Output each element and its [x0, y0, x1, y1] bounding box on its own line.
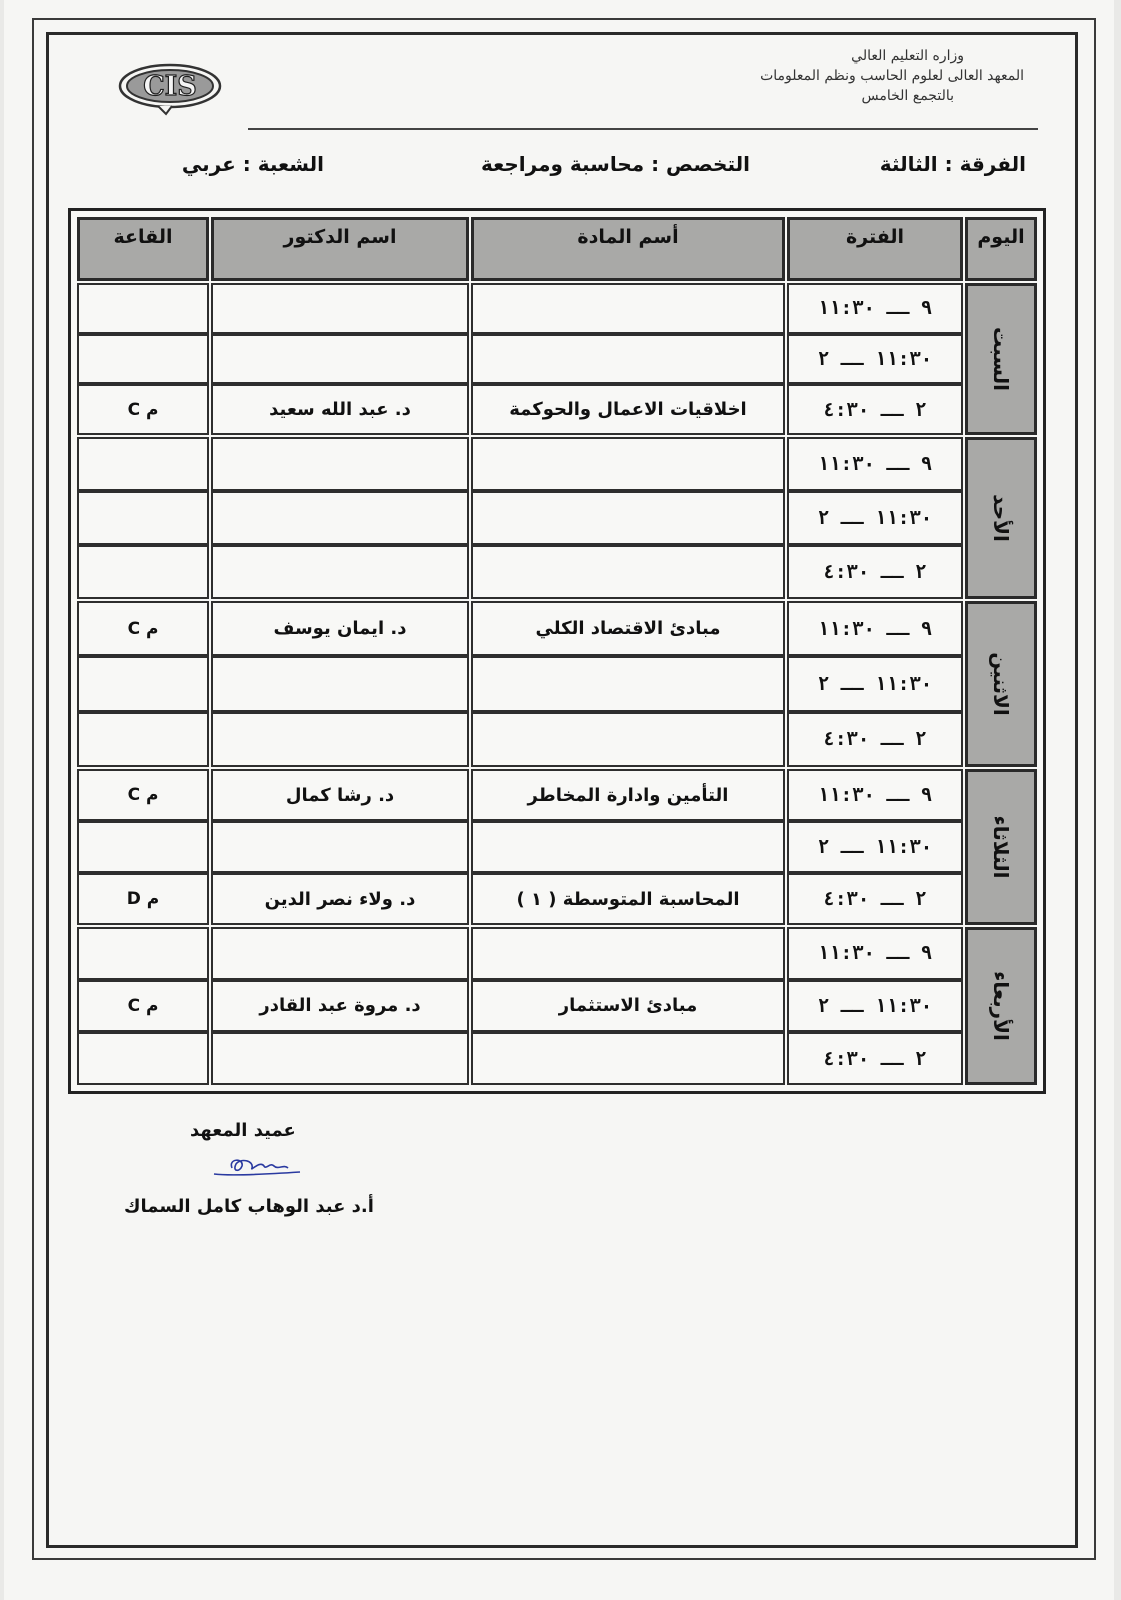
period-cell: [787, 821, 963, 873]
room-text: [79, 439, 207, 489]
subject-cell: [471, 283, 785, 334]
period-text: ٢ ــ ٤:٣٠: [823, 1047, 927, 1070]
header-room: القاعة: [77, 217, 209, 281]
period-cell: [787, 873, 963, 925]
period-cell: [787, 769, 963, 821]
room-cell: [77, 283, 209, 334]
doctor-text: [213, 493, 467, 543]
period-cell: [787, 656, 963, 711]
doctor-text: د. رشا كمال: [285, 784, 395, 806]
doctor-cell: [211, 384, 469, 435]
day-cell-3: [965, 769, 1037, 925]
period-text: ١١:٣٠ ــ ٢: [817, 347, 933, 370]
room-cell: [77, 545, 209, 599]
header-doctor: اسم الدكتور: [211, 217, 469, 281]
subject-cell: [471, 384, 785, 435]
room-text: [79, 823, 207, 871]
period-text: ١١:٣٠ ــ ٢: [817, 507, 933, 529]
room-text: [79, 285, 207, 332]
day-cell-1: [965, 437, 1037, 599]
specialization-label: التخصص : محاسبة ومراجعة: [480, 152, 750, 176]
room-cell: [77, 821, 209, 873]
doctor-cell: [211, 545, 469, 599]
room-cell: [77, 873, 209, 925]
doctor-cell: [211, 1032, 469, 1085]
day-cell-2: [965, 601, 1037, 767]
room-cell: [77, 491, 209, 545]
doctor-text: د. مروة عبد القادر: [259, 995, 421, 1017]
day-name: الأحد: [989, 494, 1013, 542]
room-cell: [77, 927, 209, 980]
room-text: م D: [126, 889, 160, 909]
subject-cell: [471, 545, 785, 599]
subject-cell: [471, 821, 785, 873]
room-text: [79, 929, 207, 978]
day-name: الاثنين: [989, 652, 1013, 716]
subject-text: [473, 714, 783, 765]
institute-name: المعهد العالى لعلوم الحاسب ونظم المعلومات: [760, 68, 1024, 84]
subject-text: [473, 439, 783, 489]
institution-header: [664, 46, 1024, 106]
dean-title: عميد المعهد: [190, 1120, 296, 1141]
day-name: السبت: [989, 326, 1013, 392]
doctor-cell: [211, 769, 469, 821]
room-text: [79, 547, 207, 597]
doctor-cell: [211, 927, 469, 980]
subject-cell: [471, 712, 785, 767]
dean-name: أ.د عبد الوهاب كامل السماك: [124, 1196, 374, 1217]
doctor-text: د. ايمان يوسف: [273, 618, 407, 640]
period-text: ٩ ــ ١١:٣٠: [817, 617, 933, 640]
period-cell: [787, 545, 963, 599]
institute-location: بالتجمع الخامس: [861, 88, 954, 104]
period-text: ١١:٣٠ ــ ٢: [817, 672, 933, 695]
subject-cell: [471, 656, 785, 711]
subject-text: [473, 336, 783, 383]
subject-cell: [471, 334, 785, 385]
period-text: ١١:٣٠ ــ ٢: [817, 836, 933, 858]
room-cell: [77, 1032, 209, 1085]
section-label: الشعبة : عربي: [181, 152, 324, 176]
period-cell: [787, 283, 963, 334]
doctor-cell: [211, 821, 469, 873]
day-cell-4: [965, 927, 1037, 1085]
subject-text: [473, 823, 783, 871]
subject-cell: [471, 980, 785, 1033]
doctor-text: [213, 714, 467, 765]
room-text: [79, 336, 207, 383]
doctor-cell: [211, 491, 469, 545]
period-text: ١١:٣٠ ــ ٢: [817, 994, 933, 1017]
room-cell: [77, 656, 209, 711]
room-cell: [77, 384, 209, 435]
doctor-text: [213, 285, 467, 332]
header-period: الفترة: [787, 217, 963, 281]
room-text: [79, 658, 207, 709]
day-name: الأربعاء: [989, 971, 1013, 1041]
subject-text: [473, 547, 783, 597]
doctor-cell: [211, 980, 469, 1033]
schedule-table: [68, 208, 1046, 1094]
subject-text: [473, 285, 783, 332]
period-text: ٢ ــ ٤:٣٠: [823, 888, 927, 910]
period-cell: [787, 437, 963, 491]
subject-text: مبادئ الاقتصاد الكلي: [535, 618, 721, 640]
room-cell: [77, 437, 209, 491]
ministry-name: وزاره التعليم العالي: [851, 48, 964, 64]
subject-cell: [471, 769, 785, 821]
room-text: [79, 714, 207, 765]
svg-text:CIS: CIS: [143, 71, 197, 102]
subject-cell: [471, 437, 785, 491]
subject-text: التأمين وادارة المخاطر: [527, 784, 729, 806]
doctor-cell: [211, 601, 469, 656]
subject-text: [473, 929, 783, 978]
doctor-text: [213, 823, 467, 871]
subject-text: اخلاقيات الاعمال والحوكمة: [509, 399, 747, 421]
doctor-text: [213, 658, 467, 709]
room-text: [79, 493, 207, 543]
doctor-cell: [211, 334, 469, 385]
room-text: [79, 1034, 207, 1083]
subject-text: [473, 493, 783, 543]
doctor-text: [213, 1034, 467, 1083]
period-cell: [787, 601, 963, 656]
period-cell: [787, 334, 963, 385]
cis-logo: [118, 62, 222, 106]
room-cell: [77, 712, 209, 767]
doctor-text: د. ولاء نصر الدين: [264, 888, 416, 910]
room-text: م C: [127, 399, 159, 420]
doctor-text: [213, 547, 467, 597]
room-cell: [77, 980, 209, 1033]
period-cell: [787, 384, 963, 435]
period-text: ٢ ــ ٤:٣٠: [823, 728, 927, 751]
doctor-cell: [211, 283, 469, 334]
period-text: ٩ ــ ١١:٣٠: [817, 297, 933, 320]
doctor-text: د. عبد الله سعيد: [269, 399, 411, 421]
room-cell: [77, 769, 209, 821]
day-name: الثلاثاء: [989, 815, 1013, 879]
period-text: ٩ ــ ١١:٣٠: [817, 453, 933, 475]
subject-text: مبادئ الاستثمار: [558, 995, 698, 1017]
period-cell: [787, 980, 963, 1033]
period-text: ٩ ــ ١١:٣٠: [817, 784, 933, 806]
subject-cell: [471, 601, 785, 656]
period-text: ٢ ــ ٤:٣٠: [823, 398, 927, 421]
day-cell-0: [965, 283, 1037, 435]
period-text: ٩ ــ ١١:٣٠: [817, 942, 933, 965]
subject-text: [473, 1034, 783, 1083]
period-cell: [787, 712, 963, 767]
subject-text: [473, 658, 783, 709]
subject-cell: [471, 873, 785, 925]
period-cell: [787, 927, 963, 980]
room-text: م C: [127, 785, 159, 805]
period-text: ٢ ــ ٤:٣٠: [823, 561, 927, 583]
signature-icon: [210, 1152, 302, 1182]
cis-logo-icon: [118, 62, 222, 116]
subject-cell: [471, 491, 785, 545]
subject-cell: [471, 927, 785, 980]
header-divider: [248, 128, 1038, 130]
header-subject: أسم المادة: [471, 217, 785, 281]
period-cell: [787, 1032, 963, 1085]
room-text: م C: [127, 995, 159, 1016]
doctor-cell: [211, 873, 469, 925]
room-text: م C: [127, 618, 159, 639]
doctor-cell: [211, 437, 469, 491]
subject-cell: [471, 1032, 785, 1085]
room-cell: [77, 334, 209, 385]
header-day: اليوم: [965, 217, 1037, 281]
doctor-cell: [211, 712, 469, 767]
room-cell: [77, 601, 209, 656]
subject-text: المحاسبة المتوسطة ( ١ ): [516, 888, 740, 910]
year-label: الفرقة : الثالثة: [879, 152, 1026, 176]
doctor-text: [213, 929, 467, 978]
period-cell: [787, 491, 963, 545]
paper-sheet: [4, 0, 1114, 1600]
doctor-cell: [211, 656, 469, 711]
doctor-text: [213, 336, 467, 383]
doctor-text: [213, 439, 467, 489]
